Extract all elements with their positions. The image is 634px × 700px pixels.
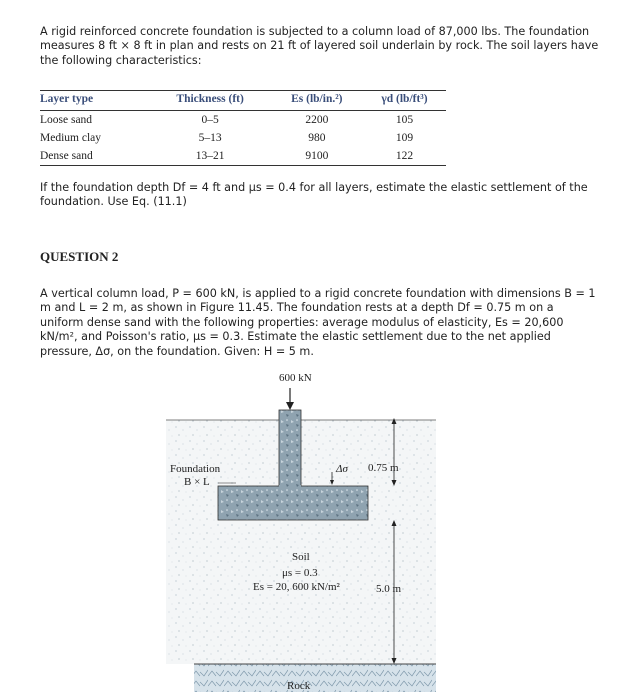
h-label: 5.0 m [376, 583, 402, 595]
table-cell: 13–21 [150, 147, 271, 166]
table-header: Thickness (ft) [150, 91, 271, 111]
soil-label: Soil [292, 551, 310, 563]
table-header: Layer type [40, 91, 150, 111]
table-row [40, 147, 446, 166]
dims-label: B × L [184, 476, 210, 488]
load-label: 600 kN [279, 372, 312, 384]
table-cell: Dense sand [40, 147, 150, 166]
question2-text: A vertical column load, P = 600 kN, is applied to a rigid concrete foundation with dimensions B = 1 m and L = 2 m, as shown in Figure 11.45. The foundation rests at a depth Df = 0.75 m on a uniform dense sand with the following properties: average modulus of elasticity, Es = 20,600 kN/m², and Poisson's ratio, μs = 0.3. Estimate the elastic settlement due to the net applied pressure, Δσ, on the foundation. Given: H = 5 m. [40, 287, 596, 358]
table-row [40, 111, 446, 130]
delta-sigma-label: Δσ [336, 463, 348, 475]
rock-label: Rock [287, 680, 311, 692]
table-cell: 109 [395, 132, 414, 144]
question1-intro: A rigid reinforced concrete foundation is subjected to a column load of 87,000 lbs. The foundation measures 8 ft × 8 ft in plan and rests on 21 ft of layered soil underlain by rock. The soil layers have the following characteristics: [40, 25, 599, 67]
depth-label: 0.75 m [368, 462, 399, 474]
table-cell: 980 [308, 132, 326, 144]
table-cell: Medium clay [40, 132, 101, 144]
modulus-label: Es = 20, 600 kN/m² [253, 581, 340, 593]
table-header: γd (lb/ft³) [363, 91, 446, 111]
foundation-figure [160, 368, 440, 698]
foundation-label: Foundation [170, 463, 221, 475]
question2-heading: QUESTION 2 [40, 249, 119, 264]
soil-layers-table [40, 90, 446, 166]
table-cell: 5–13 [198, 132, 222, 144]
table-header: Es (lb/in.²) [271, 91, 363, 111]
poisson-label: μs = 0.3 [282, 567, 318, 579]
footing [218, 486, 368, 520]
table-row [40, 129, 446, 147]
question1-task: If the foundation depth Df = 4 ft and μs = 0.4 for all layers, estimate the elastic settlement of the foundation. Use Eq. (11.1) [40, 181, 588, 209]
table-cell: 0–5 [201, 114, 219, 126]
rock-layer [194, 664, 436, 692]
table-cell: 9100 [271, 147, 363, 166]
table-cell: 2200 [305, 114, 329, 126]
table-cell: 105 [395, 114, 414, 126]
table-cell: 122 [363, 147, 446, 166]
table-cell: Loose sand [40, 114, 93, 126]
